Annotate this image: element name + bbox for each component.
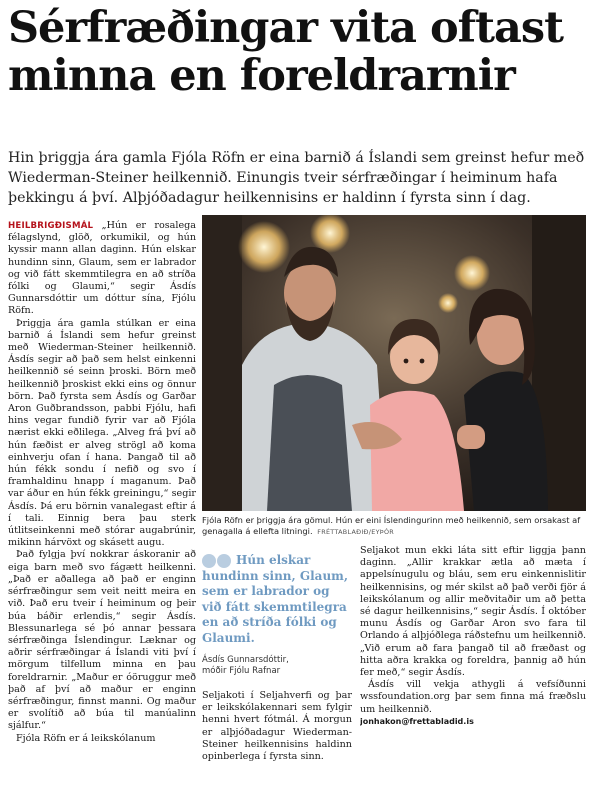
column1-paragraph-1-text: „Hún er rosalega félagslynd, glöð, orkumikil, og hún kyssir mann allan daginn. Hún elskar hundinn sinn, Glaum, sem er labrador og við fátt skemmtilegra en að stríða fólki og Glaumi,“ segir Ásdís Gunnarsdóttir um dóttur sína, Fjólu Röfn. <box>8 220 196 317</box>
article-column-3 <box>360 545 586 795</box>
column3-paragraph-2: Ásdís vill vekja athygli á vefsíðunni wssfoundation.org þar sem finna má fræðslu um heilkennið. <box>360 679 586 715</box>
photo-caption <box>202 515 586 538</box>
pull-quote-author-role: móðir Fjólu Rafnar <box>202 666 281 676</box>
pull-quote-text: Hún elskar hundinn sinn, Glaum, sem er labrador og við fátt skemmtilegra en að stríða fólki og Glaumi. <box>202 553 349 645</box>
pull-quote-author <box>202 655 352 677</box>
article-photo <box>202 215 586 511</box>
photo-credit: FRÉTTABLAÐIÐ/EYÞÓR <box>317 528 395 536</box>
column1-paragraph-1 <box>8 220 196 318</box>
section-kicker: HEILBRIGÐISMÁL <box>8 221 94 231</box>
pull-quote-author-name: Ásdís Gunnarsdóttir, <box>202 655 289 665</box>
column1-paragraph-2: Þriggja ára gamla stúlkan er eina barnið á Íslandi sem hefur greinst með Wiederman-Steiner heilkennið. Ásdís segir að það sem helst einkenni heilkennið sé seinn þroski. Börn með heilkennið þroskist ekki eins og önnur börn. Það fyrsta sem Ásdís og Garðar Aron Guðbrandsson, pabbi Fjólu, hafi hins vegar fundið fyrir var að Fjóla nærist ekki eðlilega. „Alveg frá því að hún fæðist er alveg strögl að koma einhverju ofan í hana. Þangað til að hún fékk sondu í nefið og svo í framhaldinu hnapp í maganum. Það var áður en hún fékk greiningu,“ segir Ásdís. Þá eru börnin vanalegast eftir á í tali. Einnig bera þau sterk útlitseinkenni með stórar augabrúnir, mikinn hárvöxt og skásett augu. <box>8 317 196 549</box>
caption-text: Fjóla Röfn er þriggja ára gömul. Hún er eini Íslendingurinn með heilkennið, sem orsakast af genagalla á ellefta litningi. <box>202 515 581 536</box>
lead-paragraph: Hin þriggja ára gamla Fjóla Röfn er eina barnið á Íslandi sem greinst hefur með Wiederman-Steiner heilkennið. Einungis tveir sérfræðingar í heiminum hafa þekkingu á því. Alþjóðadagur heilkennisins er haldinn í fyrsta sinn í dag. <box>8 150 585 206</box>
column2-paragraph: Seljakoti í Seljahverfi og þar er leikskólakennari sem fylgir henni hvert fótmál. Á morgun er alþjóðadagur Wiederman-Steiner heilkennisins haldinn opinberlega í fyrsta sinn. <box>202 690 352 763</box>
column1-paragraph-4: Fjóla Röfn er á leikskólanum <box>16 732 156 744</box>
article-column-2 <box>202 690 352 795</box>
column1-paragraph-3: Það fylgja því nokkrar áskoranir að eiga barn með svo fágætt heilkenni. „Það er aðallega að það er enginn sérfræðingur sem veit neitt meira en við. Það eru tveir í heiminum og þeir búa báðir erlendis,“ segir Ásdís. Blessunarlega sé þó annar þessara sérfræðinga Íslendingur. Læknar og aðrir sérfræðingar á Íslandi viti því í mörgum tilfellum minna en þau foreldrarnir. „Maður er óöruggur með það af því að maður er enginn sérfræðingur, finnst manni. Og maður er svolítið að búa til manúalinn sjálfur.“ <box>8 549 196 732</box>
family-photo-illustration <box>202 215 586 511</box>
author-email: jonhakon@frettabladid.is <box>360 716 474 726</box>
article-column-1 <box>8 220 196 798</box>
headline: Sérfræðingar vita oftast minna en foreldrarnir <box>8 3 563 101</box>
column3-paragraph-1: Seljakot mun ekki láta sitt eftir liggja þann daginn. „Allir krakkar ætla að mæta í appelsínugulu og bláu, sem eru einkennislitir heilkennisins, og mér skilst að það verði fjör á leikskólanum og allir meðvitaðir um að þetta sé dagur heilkennisins,“ segir Ásdís. Í október munu Ásdís og Garðar Aron svo fara til Orlando á alþjóðlega ráðstefnu um heilkennið. „Við erum að fara þangað til að fræðast og hitta aðra krakka og foreldra, þannig að hún fer með,“ segir Ásdís. <box>360 545 586 679</box>
pull-quote <box>202 545 352 675</box>
